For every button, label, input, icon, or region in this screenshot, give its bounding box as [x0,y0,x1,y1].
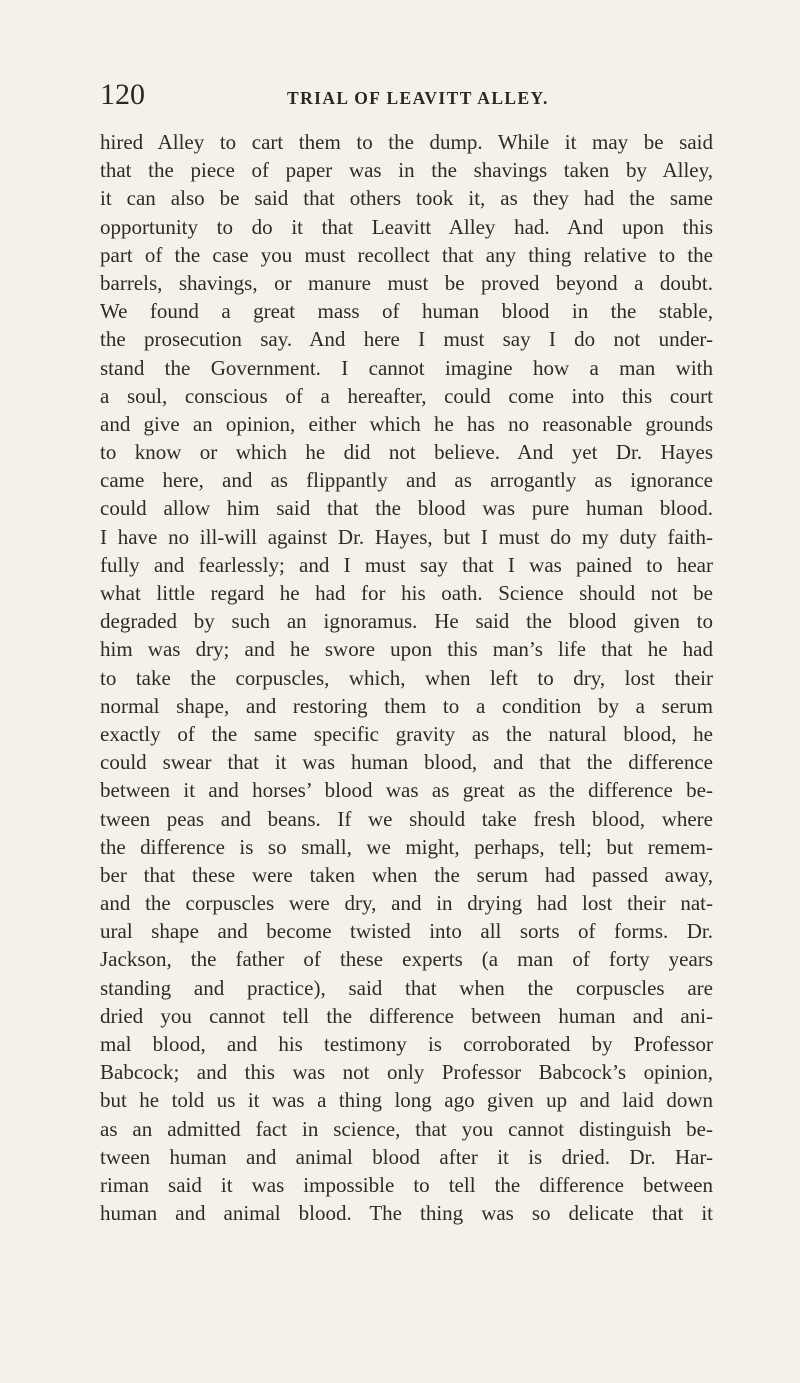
text-line: and the corpuscles were dry, and in drying had lost their nat- [100,891,713,916]
running-head: TRIAL OF LEAVITT ALLEY. [287,88,549,108]
text-line: that the piece of paper was in the shavings taken by Alley, [100,158,713,183]
text-line: as an admitted fact in science, that you cannot distinguish be- [100,1116,713,1141]
text-line: We found a great mass of human blood in the stable, [100,299,713,324]
text-line: ber that these were taken when the serum had passed away, [100,862,713,887]
text-line: fully and fearlessly; and I must say that I was pained to hear [100,552,713,577]
text-line: standing and practice), said that when the corpuscles are [100,975,713,1000]
text-line: exactly of the same specific gravity as the natural blood, he [100,721,713,746]
text-line: opportunity to do it that Leavitt Alley had. And upon this [100,214,713,239]
text-line: human and animal blood. The thing was so delicate that it [100,1201,713,1226]
text-line: tween human and animal blood after it is dried. Dr. Har- [100,1144,713,1169]
text-line: between it and horses’ blood was as great as the difference be- [100,778,713,803]
text-line: I have no ill-will against Dr. Hayes, but I must do my duty faith- [100,524,713,549]
text-line: to know or which he did not believe. And yet Dr. Hayes [100,440,713,465]
text-line: stand the Government. I cannot imagine how a man with [100,355,713,380]
text-line: the difference is so small, we might, perhaps, tell; but remem- [100,834,713,859]
text-line: what little regard he had for his oath. Science should not be [100,581,713,605]
text-line: degraded by such an ignoramus. He said the blood given to [100,609,713,634]
text-line: riman said it was impossible to tell the difference between [100,1172,713,1197]
text-line: hired Alley to cart them to the dump. While it may be said [100,130,713,154]
text-line: the prosecution say. And here I must say I do not under- [100,327,713,352]
text-line: came here, and as flippantly and as arrogantly as ignorance [100,468,713,493]
text-line: Jackson, the father of these experts (a man of forty years [100,947,713,972]
text-line: tween peas and beans. If we should take fresh blood, where [100,806,713,831]
text-line: could allow him said that the blood was pure human blood. [100,496,713,521]
body-text [100,128,713,1227]
text-line: Babcock; and this was not only Professor Babcock’s opinion, [100,1060,713,1085]
text-line: to take the corpuscles, which, when left to dry, lost their [100,665,713,690]
text-line: but he told us it was a thing long ago given up and laid down [100,1088,713,1113]
text-line: mal blood, and his testimony is corroborated by Professor [100,1032,713,1056]
page-number: 120 [100,78,145,111]
text-line: him was dry; and he swore upon this man’s life that he had [100,637,713,662]
text-line: a soul, conscious of a hereafter, could come into this court [100,383,713,408]
text-line: it can also be said that others took it, as they had the same [100,186,713,211]
text-line: dried you cannot tell the difference between human and ani- [100,1003,713,1028]
text-line: normal shape, and restoring them to a condition by a serum [100,693,713,718]
text-line: could swear that it was human blood, and that the difference [100,750,713,775]
text-line: ural shape and become twisted into all sorts of forms. Dr. [100,919,713,944]
text-line: part of the case you must recollect that any thing relative to the [100,242,713,267]
page-header [100,78,710,114]
text-line: barrels, shavings, or manure must be proved beyond a doubt. [100,270,713,295]
text-line: and give an opinion, either which he has no reasonable grounds [100,411,713,436]
